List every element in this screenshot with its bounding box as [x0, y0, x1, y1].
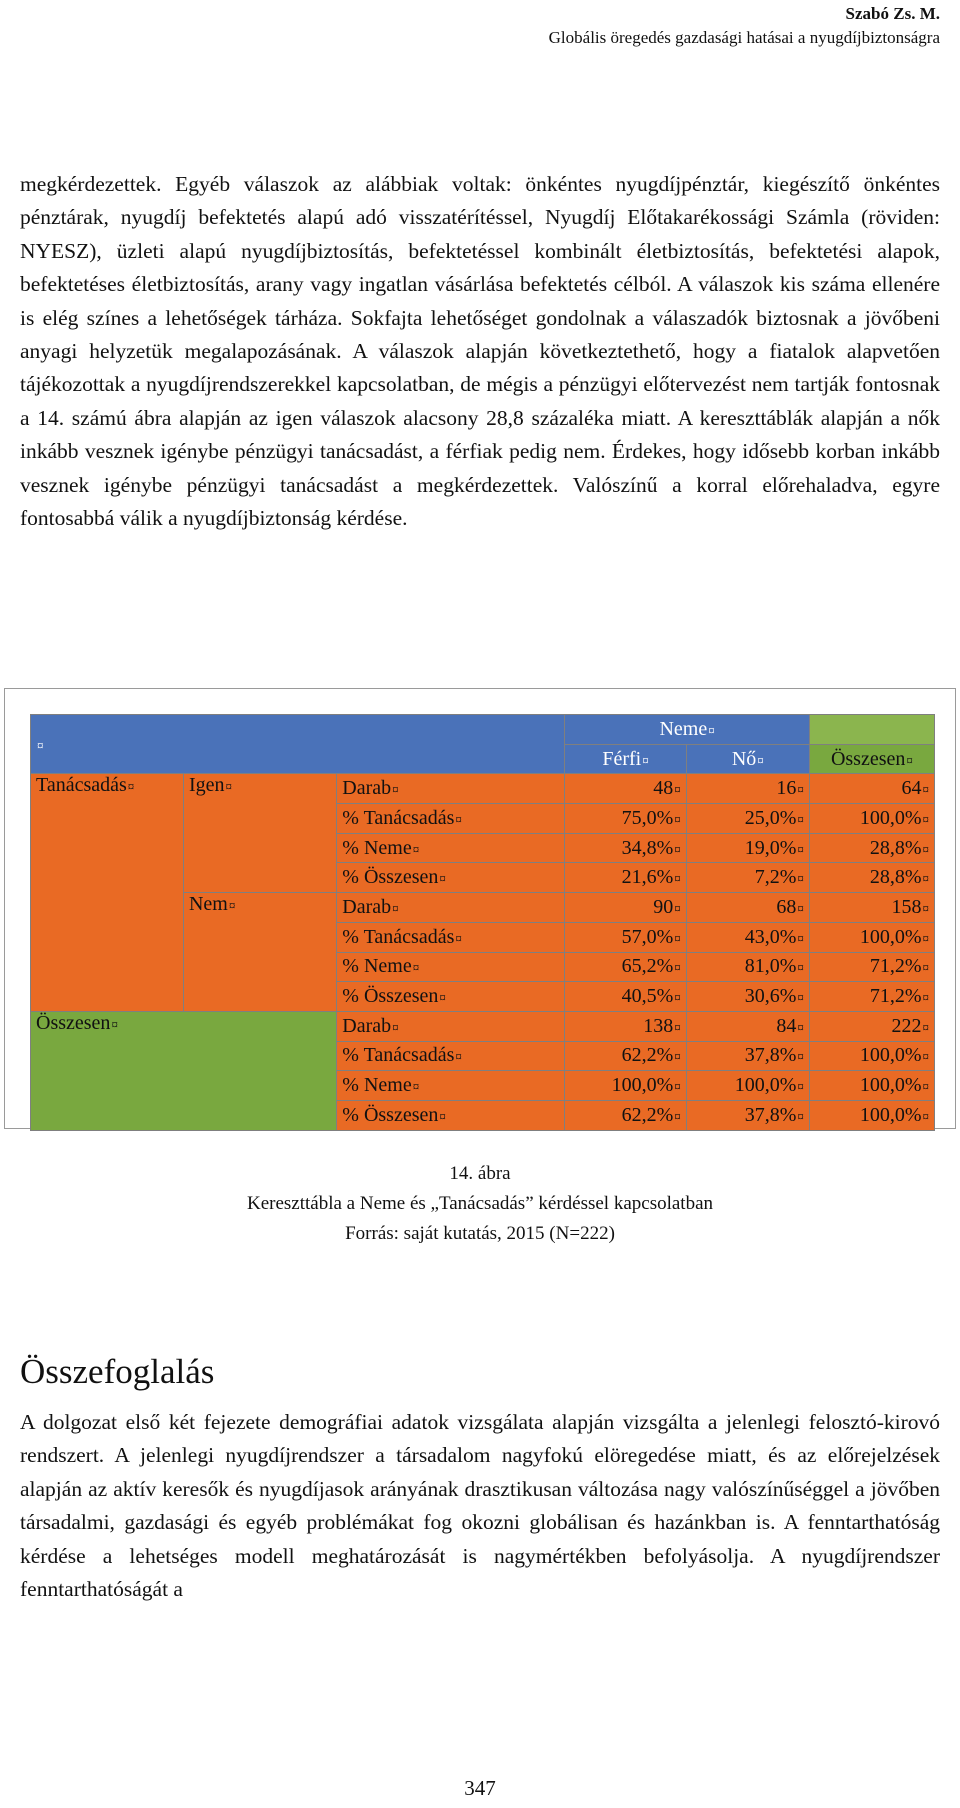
row-group-label: Tanácsadás¤ — [31, 774, 184, 1012]
running-header — [549, 2, 940, 50]
corner-cell — [31, 715, 565, 774]
cell-no: 19,0%¤ — [686, 833, 809, 863]
row-stat-label: Darab¤ — [337, 893, 565, 923]
row-stat-label: % Neme¤ — [337, 833, 565, 863]
cell-osszesen: 100,0%¤ — [809, 1071, 934, 1101]
crosstab-figure — [4, 688, 956, 1129]
row-stat-label: % Neme¤ — [337, 952, 565, 982]
section-heading: Összefoglalás — [20, 1352, 215, 1391]
cell-no: 7,2%¤ — [686, 863, 809, 893]
row-subgroup-label: Nem¤ — [183, 893, 336, 1012]
cell-osszesen: 64¤ — [809, 774, 934, 804]
cell-no: 25,0%¤ — [686, 804, 809, 834]
cell-no: 43,0%¤ — [686, 922, 809, 952]
cell-osszesen: 71,2%¤ — [809, 952, 934, 982]
col-header-ferfi: Férfi¤ — [565, 744, 686, 774]
col-header-no: Nő¤ — [686, 744, 809, 774]
row-stat-label: Darab¤ — [337, 1011, 565, 1041]
cell-osszesen: 158¤ — [809, 893, 934, 923]
row-group-label: Összesen¤ — [31, 1011, 337, 1130]
cell-no: 30,6%¤ — [686, 982, 809, 1012]
cell-no: 81,0%¤ — [686, 952, 809, 982]
cell-ferfi: 100,0%¤ — [565, 1071, 686, 1101]
row-stat-label: % Tanácsadás¤ — [337, 1041, 565, 1071]
cell-osszesen: 71,2%¤ — [809, 982, 934, 1012]
row-stat-label: % Összesen¤ — [337, 863, 565, 893]
crosstab-body — [31, 774, 935, 1130]
table-header-row-1 — [31, 715, 935, 745]
cell-ferfi: 57,0%¤ — [565, 922, 686, 952]
cell-osszesen: 100,0%¤ — [809, 1100, 934, 1130]
row-stat-label: Darab¤ — [337, 774, 565, 804]
cell-ferfi: 138¤ — [565, 1011, 686, 1041]
cell-ferfi: 65,2%¤ — [565, 952, 686, 982]
cell-no: 84¤ — [686, 1011, 809, 1041]
cell-ferfi: 90¤ — [565, 893, 686, 923]
cell-ferfi: 40,5%¤ — [565, 982, 686, 1012]
row-stat-label: % Összesen¤ — [337, 982, 565, 1012]
row-stat-label: % Tanácsadás¤ — [337, 804, 565, 834]
page-number: 347 — [464, 1776, 496, 1800]
table-row — [31, 774, 935, 804]
row-stat-label: % Neme¤ — [337, 1071, 565, 1101]
cell-osszesen: 28,8%¤ — [809, 863, 934, 893]
table-row — [31, 1011, 935, 1041]
cell-no: 37,8%¤ — [686, 1100, 809, 1130]
header-title: Globális öregedés gazdasági hatásai a nyugdíjbiztonságra — [548, 28, 940, 47]
cell-osszesen: 100,0%¤ — [809, 922, 934, 952]
figure-title: Kereszttábla a Neme és „Tanácsadás” kérdéssel kapcsolatban — [246, 1193, 714, 1214]
figure-number: 14. ábra — [449, 1163, 511, 1184]
col-header-osszesen: Összesen¤ — [809, 744, 934, 774]
row-stat-label: % Tanácsadás¤ — [337, 922, 565, 952]
cell-no: 16¤ — [686, 774, 809, 804]
total-header-top — [809, 715, 934, 745]
crosstab-table — [30, 714, 935, 1131]
cell-ferfi: 34,8%¤ — [565, 833, 686, 863]
cell-ferfi: 21,6%¤ — [565, 863, 686, 893]
cell-no: 37,8%¤ — [686, 1041, 809, 1071]
cell-osszesen: 100,0%¤ — [809, 1041, 934, 1071]
cell-ferfi: 62,2%¤ — [565, 1100, 686, 1130]
header-author: Szabó Zs. M. — [845, 4, 940, 23]
cell-no: 68¤ — [686, 893, 809, 923]
cell-ferfi: 62,2%¤ — [565, 1041, 686, 1071]
cell-osszesen: 100,0%¤ — [809, 804, 934, 834]
cell-no: 100,0%¤ — [686, 1071, 809, 1101]
intro-paragraph: megkérdezettek. Egyéb válaszok az alábbiak voltak: önkéntes nyugdíjpénztár, kiegészítő önkéntes pénztárak, nyugdíj befektetés alapú adó visszatérítéssel, Nyugdíj Előtakarékossági Számla (röviden: NYESZ), üzleti alapú nyugdíjbiztosítás, befektetéssel kombinált életbiztosítás, befektetési alapok, befektetéses életbiztosítás, arany vagy ingatlan vásárlása befektetés célból. A válaszok kis száma ellenére is elég színes a lehetőségek tárháza. Sokfajta lehetőséget gondolnak a válaszadók biztosnak a jövőbeni anyagi helyzetük megalapozásának. A válaszok alapján következtethető, hogy a fiatalok alapvetően tájékozottak a nyugdíjrendszerekkel kapcsolatban, de mégis a pénzügyi előtervezést nem tartják fontosnak a 14. számú ábra alapján az igen válaszok alacsony 28,8 százaléka miatt. A kereszttáblák alapján a nők inkább vesznek igénybe pénzügyi tanácsadást, a férfiak pedig nem. Érdekes, hogy idősebb korban inkább vesznek igénybe pénzügyi tanácsadást a megkérdezettek. Valószínű a korral előrehaladva, egyre fontosabbá válik a nyugdíjbiztonság kérdése. — [20, 172, 940, 531]
cell-ferfi: 75,0%¤ — [565, 804, 686, 834]
cell-ferfi: 48¤ — [565, 774, 686, 804]
cell-osszesen: 222¤ — [809, 1011, 934, 1041]
summary-paragraph: A dolgozat első két fejezete demográfiai adatok vizsgálata alapján vizsgálta a jelenlegi felosztó-kirovó rendszert. A jelenlegi nyugdíjrendszer a társadalom nagyfokú elöregedése miatt, és az előrejelzések alapján az aktív keresők és nyugdíjasok arányának drasztikusan változása nagy valószínűséggel a jövőben társadalmi, gazdasági és egyéb problémákat fog okozni globálisan és hazánkban is. A fenntarthatóság kérdése a lehetséges modell meghatározását is nagymértékben befolyásolja. A nyugdíjrendszer fenntarthatóságát a — [20, 1410, 940, 1602]
cell-osszesen: 28,8%¤ — [809, 833, 934, 863]
figure-source: Forrás: saját kutatás, 2015 (N=222) — [345, 1223, 615, 1244]
row-stat-label: % Összesen¤ — [337, 1100, 565, 1130]
cell-mark: ¤ — [37, 737, 44, 753]
row-subgroup-label: Igen¤ — [183, 774, 336, 893]
group-header-neme: Neme¤ — [565, 715, 810, 745]
